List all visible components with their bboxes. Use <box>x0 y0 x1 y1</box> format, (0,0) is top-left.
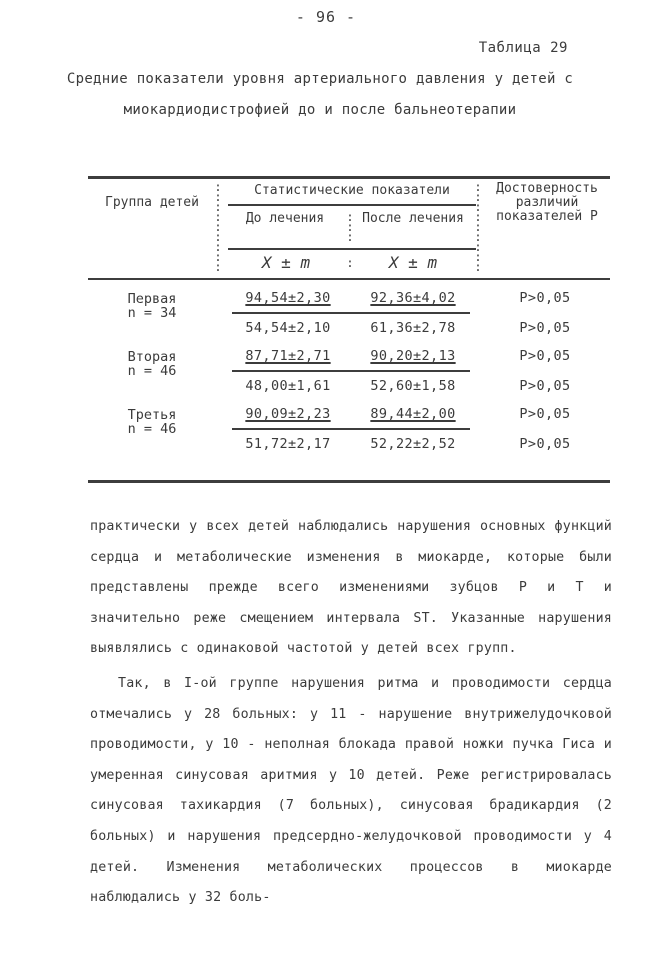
cell-after: 92,36±4,02 <box>370 290 456 306</box>
cell-p: Р>0,05 <box>519 320 571 336</box>
cell-before: 48,00±1,61 <box>245 378 331 394</box>
row-divider <box>232 370 470 372</box>
table-label: Таблица 29 <box>478 40 568 56</box>
group-name: Третья <box>127 407 177 423</box>
header-group: Группа детей <box>105 195 199 210</box>
cell-after: 89,44±2,00 <box>370 406 456 422</box>
row-divider <box>232 312 470 314</box>
table-header-rule <box>88 278 610 280</box>
cell-p: Р>0,05 <box>519 290 571 306</box>
cell-after: 90,20±2,13 <box>370 348 456 364</box>
cell-before: 54,54±2,10 <box>245 320 331 336</box>
group-count: n = 46 <box>127 421 177 437</box>
table-bottom-rule <box>88 480 610 483</box>
group-count: n = 34 <box>127 305 177 321</box>
cell-before: 90,09±2,23 <box>245 406 331 422</box>
cell-p: Р>0,05 <box>519 378 571 394</box>
cell-before: 51,72±2,17 <box>245 436 331 452</box>
header-stat-indicators: Статистические показатели <box>254 183 450 198</box>
paragraph: Так, в I-ой группе нарушения ритма и проводимости сердца отмечались у 28 больных: у 11 - нарушение внутрижелудочковой проводимости, у 10 - неполная блокада правой ножки пучка Гиса и умеренная синусовая аритмия у 10 детей. Реже регистрировалась синусовая тахикардия (7 больных), синусовая брадикардия (2 больных) и нарушения предсердно-желудочковой проводимости у 4 детей. Изменения метаболических процессов в миокарде наблюдались у 32 боль- <box>90 675 612 906</box>
cell-after: 61,36±2,78 <box>370 320 456 336</box>
header-before: До лечения <box>245 211 325 226</box>
header-separator: : <box>346 256 354 270</box>
row-divider <box>232 428 470 430</box>
group-label <box>92 350 212 378</box>
group-label <box>92 292 212 320</box>
cell-p: Р>0,05 <box>519 348 571 364</box>
header-inner-rule-1 <box>228 204 476 206</box>
header-after: После лечения <box>362 211 464 226</box>
table-title: Средние показатели уровня артериального давления у детей с миокардиодистрофией до и после бальнеотерапии <box>66 71 574 118</box>
header-separator: : : : <box>346 210 354 244</box>
cell-before: 87,71±2,71 <box>245 348 331 364</box>
body-text <box>90 512 612 914</box>
cell-after: 52,22±2,52 <box>370 436 456 452</box>
cell-before: 94,54±2,30 <box>245 290 331 306</box>
header-reliability: Достоверность различий показателей Р <box>496 181 598 224</box>
header-separator: : : : : : : : : : <box>214 180 222 274</box>
group-label <box>92 408 212 436</box>
table-top-rule <box>88 176 610 179</box>
group-count: n = 46 <box>127 363 177 379</box>
paragraph: практически у всех детей наблюдались нарушения основных функций сердца и метаболические изменения в миокарде, которые были представлены прежде всего изменениями зубцов Р и Т и значительно реже смещением интервала ST. Указанные нарушения выявлялись с одинаковой частотой у детей всех групп. <box>90 519 612 657</box>
group-name: Первая <box>127 291 177 307</box>
cell-after: 52,60±1,58 <box>370 378 456 394</box>
header-separator: : : : : : : : : : <box>474 180 482 274</box>
header-stat-before: X ± m <box>261 253 311 272</box>
header-stat-after: X ± m <box>388 253 438 272</box>
cell-p: Р>0,05 <box>519 436 571 452</box>
page-number: - 96 - <box>295 8 357 26</box>
cell-p: Р>0,05 <box>519 406 571 422</box>
group-name: Вторая <box>127 349 177 365</box>
header-inner-rule-2 <box>228 248 476 250</box>
